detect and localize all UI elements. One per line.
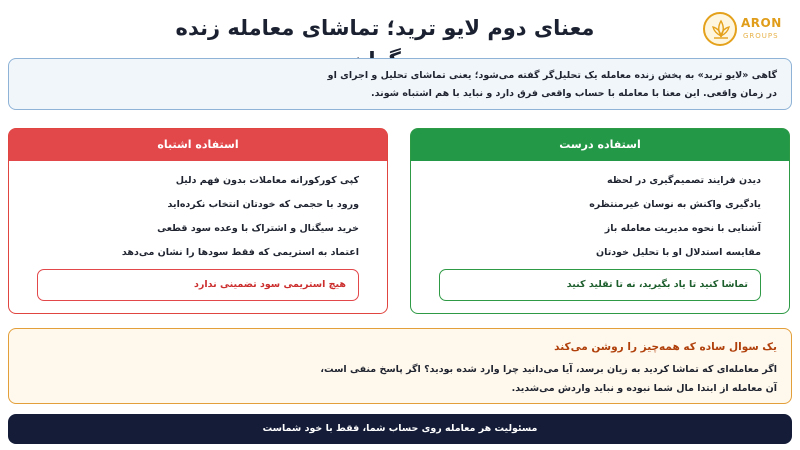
page-title: معنای دوم لایو ترید؛ تماشای معامله زنده xyxy=(175,16,595,40)
wrong-use-list xyxy=(9,161,387,265)
wrong-use-card xyxy=(8,128,388,314)
question-title: یک سوال ساده که همه‌چیز را روشن می‌کند xyxy=(554,341,777,353)
question-line: اگر معامله‌ای که تماشا کردید به زیان برسد، آیا می‌دانید چرا وارد شده بودید؟ اگر پاسخ منفی است، xyxy=(320,364,777,375)
list-item: خرید سیگنال و اشتراک با وعده سود قطعی xyxy=(157,223,359,234)
list-item: اعتماد به استریمی که فقط سودها را نشان می‌دهد xyxy=(121,247,359,258)
list-item: مقایسه استدلال او با تحلیل خودتان xyxy=(596,247,761,258)
list-item: دیدن فرایند تصمیم‌گیری در لحظه xyxy=(606,175,761,186)
logo-name: ARON xyxy=(741,16,782,30)
question-line: آن معامله از ابتدا مال شما نبوده و نباید واردش می‌شدید. xyxy=(511,383,777,394)
wrong-use-note: هیچ استریمی سود تضمینی ندارد xyxy=(37,269,359,301)
brand-logo xyxy=(703,10,793,50)
intro-line: در زمان واقعی. این معنا با معامله با حساب واقعی فرق دارد و نباید با هم اشتباه شوند. xyxy=(371,88,777,99)
wrong-use-header: استفاده اشتباه xyxy=(9,129,387,161)
logo-subtitle: GROUPS xyxy=(743,32,779,40)
list-item: کپی کورکورانه معاملات بدون فهم دلیل xyxy=(175,175,359,186)
lotus-icon xyxy=(703,12,737,46)
right-use-header: استفاده درست xyxy=(411,129,789,161)
footer-banner: مسئولیت هر معامله روی حساب شما، فقط با خود شماست xyxy=(8,414,792,444)
list-item: ورود با حجمی که خودتان انتخاب نکرده‌اید xyxy=(167,199,359,210)
right-use-list xyxy=(411,161,789,265)
list-item: آشنایی با نحوه مدیریت معامله باز xyxy=(604,223,761,234)
intro-box xyxy=(8,58,792,110)
right-use-note: تماشا کنید تا یاد بگیرید، نه تا تقلید کنید xyxy=(439,269,761,301)
right-use-card xyxy=(410,128,790,314)
intro-line: گاهی «لایو ترید» به پخش زنده معامله یک تحلیل‌گر گفته می‌شود؛ یعنی تماشای تحلیل و اجرای او xyxy=(327,70,777,81)
list-item: یادگیری واکنش به نوسان غیرمنتظره xyxy=(589,199,761,210)
question-box xyxy=(8,328,792,404)
question-text xyxy=(23,360,777,398)
